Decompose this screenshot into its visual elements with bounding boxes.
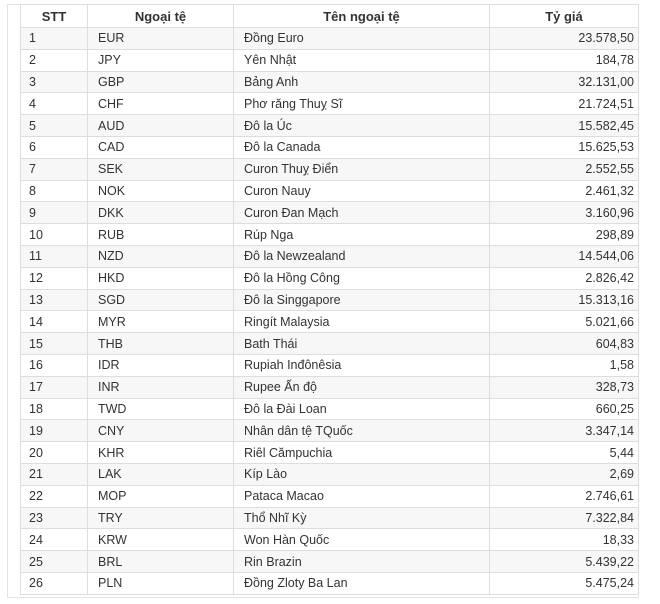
cell-currency-name: Pataca Macao — [234, 485, 490, 507]
cell-stt: 19 — [21, 420, 88, 442]
cell-exchange-rate: 184,78 — [490, 49, 639, 71]
table-row — [21, 202, 639, 224]
cell-stt: 7 — [21, 158, 88, 180]
cell-currency-code: LAK — [88, 463, 234, 485]
cell-currency-name: Đô la Hồng Công — [234, 267, 490, 289]
cell-exchange-rate: 15.625,53 — [490, 136, 639, 158]
cell-exchange-rate: 2.746,61 — [490, 485, 639, 507]
cell-currency-name: Curon Thuỵ Điển — [234, 158, 490, 180]
table-row — [21, 115, 639, 137]
cell-exchange-rate: 3.160,96 — [490, 202, 639, 224]
cell-currency-name: Ringít Malaysia — [234, 311, 490, 333]
cell-currency-code: JPY — [88, 49, 234, 71]
cell-currency-code: MOP — [88, 485, 234, 507]
table-row — [21, 442, 639, 464]
table-row — [21, 485, 639, 507]
cell-currency-name: Đô la Newzealand — [234, 245, 490, 267]
cell-currency-code: THB — [88, 333, 234, 355]
cell-exchange-rate: 5.475,24 — [490, 572, 639, 594]
cell-currency-name: Curon Đan Mạch — [234, 202, 490, 224]
cell-exchange-rate: 660,25 — [490, 398, 639, 420]
cell-currency-code: HKD — [88, 267, 234, 289]
cell-exchange-rate: 5.021,66 — [490, 311, 639, 333]
table-row — [21, 463, 639, 485]
cell-stt: 13 — [21, 289, 88, 311]
cell-currency-code: AUD — [88, 115, 234, 137]
table-row — [21, 507, 639, 529]
cell-exchange-rate: 15.582,45 — [490, 115, 639, 137]
table-row — [21, 311, 639, 333]
table-header — [21, 5, 639, 28]
cell-exchange-rate: 3.347,14 — [490, 420, 639, 442]
cell-exchange-rate: 5.439,22 — [490, 551, 639, 573]
table-row — [21, 158, 639, 180]
cell-exchange-rate: 23.578,50 — [490, 28, 639, 50]
cell-stt: 5 — [21, 115, 88, 137]
cell-currency-name: Đô la Đài Loan — [234, 398, 490, 420]
cell-currency-name: Thổ Nhĩ Kỳ — [234, 507, 490, 529]
table-row — [21, 529, 639, 551]
cell-exchange-rate: 604,83 — [490, 333, 639, 355]
cell-currency-name: Đô la Canada — [234, 136, 490, 158]
table-row — [21, 245, 639, 267]
cell-currency-name: Phơ răng Thuỵ Sĩ — [234, 93, 490, 115]
cell-stt: 2 — [21, 49, 88, 71]
cell-currency-code: BRL — [88, 551, 234, 573]
header-currency-name: Tên ngoại tệ — [234, 5, 490, 28]
table-row — [21, 398, 639, 420]
cell-currency-code: KRW — [88, 529, 234, 551]
cell-exchange-rate: 7.322,84 — [490, 507, 639, 529]
cell-currency-code: MYR — [88, 311, 234, 333]
table-row — [21, 28, 639, 50]
cell-currency-code: CNY — [88, 420, 234, 442]
table-row — [21, 49, 639, 71]
table-row — [21, 289, 639, 311]
cell-stt: 18 — [21, 398, 88, 420]
cell-exchange-rate: 328,73 — [490, 376, 639, 398]
cell-currency-name: Curon Nauy — [234, 180, 490, 202]
cell-currency-code: CHF — [88, 93, 234, 115]
cell-currency-name: Won Hàn Quốc — [234, 529, 490, 551]
table-row — [21, 267, 639, 289]
cell-exchange-rate: 2,69 — [490, 463, 639, 485]
cell-exchange-rate: 15.313,16 — [490, 289, 639, 311]
cell-currency-code: EUR — [88, 28, 234, 50]
cell-currency-code: DKK — [88, 202, 234, 224]
header-stt: STT — [21, 5, 88, 28]
cell-currency-name: Đồng Zloty Ba Lan — [234, 572, 490, 594]
cell-currency-name: Rupiah Inđônêsia — [234, 354, 490, 376]
cell-currency-name: Đồng Euro — [234, 28, 490, 50]
cell-exchange-rate: 32.131,00 — [490, 71, 639, 93]
cell-stt: 24 — [21, 529, 88, 551]
cell-currency-name: Rupee Ấn độ — [234, 376, 490, 398]
cell-stt: 14 — [21, 311, 88, 333]
cell-stt: 20 — [21, 442, 88, 464]
table-row — [21, 354, 639, 376]
cell-stt: 12 — [21, 267, 88, 289]
cell-stt: 4 — [21, 93, 88, 115]
cell-currency-name: Yên Nhật — [234, 49, 490, 71]
cell-stt: 23 — [21, 507, 88, 529]
cell-stt: 9 — [21, 202, 88, 224]
cell-stt: 15 — [21, 333, 88, 355]
cell-currency-code: KHR — [88, 442, 234, 464]
cell-currency-name: Rúp Nga — [234, 224, 490, 246]
cell-currency-code: SGD — [88, 289, 234, 311]
exchange-rate-table — [20, 4, 639, 595]
table-row — [21, 551, 639, 573]
cell-currency-code: PLN — [88, 572, 234, 594]
cell-exchange-rate: 2.826,42 — [490, 267, 639, 289]
cell-stt: 21 — [21, 463, 88, 485]
header-currency: Ngoại tệ — [88, 5, 234, 28]
cell-currency-code: RUB — [88, 224, 234, 246]
cell-exchange-rate: 14.544,06 — [490, 245, 639, 267]
header-row — [21, 5, 639, 28]
cell-stt: 8 — [21, 180, 88, 202]
table-row — [21, 71, 639, 93]
cell-stt: 1 — [21, 28, 88, 50]
cell-stt: 22 — [21, 485, 88, 507]
cell-stt: 3 — [21, 71, 88, 93]
table-row — [21, 93, 639, 115]
cell-currency-code: CAD — [88, 136, 234, 158]
cell-currency-code: TWD — [88, 398, 234, 420]
table-row — [21, 376, 639, 398]
cell-currency-name: Nhân dân tệ TQuốc — [234, 420, 490, 442]
table-row — [21, 333, 639, 355]
table-row — [21, 180, 639, 202]
cell-currency-code: SEK — [88, 158, 234, 180]
cell-currency-name: Đô la Úc — [234, 115, 490, 137]
cell-exchange-rate: 1,58 — [490, 354, 639, 376]
cell-currency-name: Rin Brazin — [234, 551, 490, 573]
cell-stt: 10 — [21, 224, 88, 246]
cell-currency-code: GBP — [88, 71, 234, 93]
cell-stt: 11 — [21, 245, 88, 267]
cell-currency-code: INR — [88, 376, 234, 398]
cell-currency-code: NZD — [88, 245, 234, 267]
cell-currency-code: TRY — [88, 507, 234, 529]
cell-currency-name: Bảng Anh — [234, 71, 490, 93]
cell-stt: 16 — [21, 354, 88, 376]
cell-exchange-rate: 21.724,51 — [490, 93, 639, 115]
cell-currency-code: NOK — [88, 180, 234, 202]
table-row — [21, 224, 639, 246]
cell-stt: 26 — [21, 572, 88, 594]
cell-exchange-rate: 5,44 — [490, 442, 639, 464]
header-rate: Tỷ giá — [490, 5, 639, 28]
cell-exchange-rate: 298,89 — [490, 224, 639, 246]
table-body — [21, 28, 639, 595]
cell-exchange-rate: 2.552,55 — [490, 158, 639, 180]
cell-exchange-rate: 18,33 — [490, 529, 639, 551]
cell-exchange-rate: 2.461,32 — [490, 180, 639, 202]
cell-stt: 6 — [21, 136, 88, 158]
cell-currency-name: Bath Thái — [234, 333, 490, 355]
cell-currency-name: Đô la Singgapore — [234, 289, 490, 311]
table-row — [21, 136, 639, 158]
table-row — [21, 420, 639, 442]
cell-stt: 17 — [21, 376, 88, 398]
cell-currency-code: IDR — [88, 354, 234, 376]
table-row — [21, 572, 639, 594]
cell-stt: 25 — [21, 551, 88, 573]
cell-currency-name: Kíp Lào — [234, 463, 490, 485]
cell-currency-name: Riêl Cămpuchia — [234, 442, 490, 464]
